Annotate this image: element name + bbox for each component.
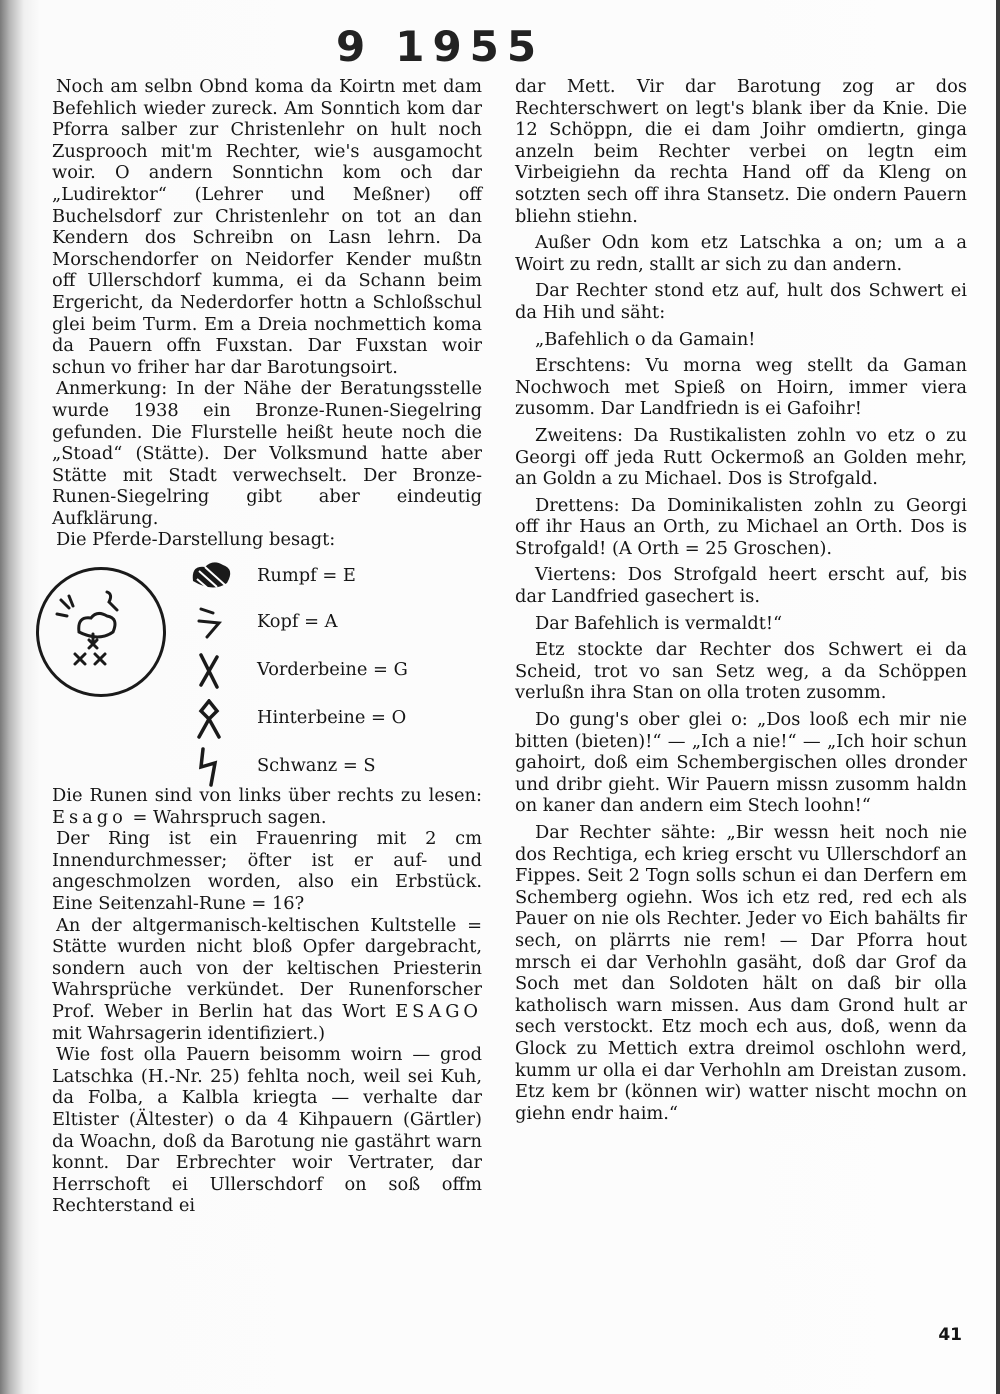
left-paragraph-note: Anmerkung: In der Nähe der Beratungsstelle wurde 1938 ein Bronze-Runen-Siegelring gefunden. Die Flurstelle heißt heute noch die „Stoad“ (Stätte). Der Volksmund hatte aber Stätte mit Stadt verwechselt. Der Bronze-Runen-Siegelring gibt aber eindeutig Aufklärung. <box>52 378 482 529</box>
rune-figure <box>52 557 482 777</box>
legend-label-vorderbeine: Vorderbeine = G <box>257 659 408 681</box>
header-year: 1955 <box>395 22 545 71</box>
left-paragraph-1: Noch am selbn Obnd koma da Koirtn met dam Befehlich wieder zureck. Am Sonntich kom dar Pforra salber zur Christenlehr on hult noch Zusprooch mit'm Rechter, wie's ausgamocht woir. O andern Sonntichn kom och dar „Ludirektor“ (Lehrer und Meßner) off Buchelsdorf zur Christenlehr on tot an dan Kendern dos Schreibn on Lasn lehrn. Da Morschendorfer on Neidorfer Kender mußtn off Ullerschdorf kumma, ei da Schann beim Ergericht, da Nederdorfer hottn a Schloßschul glei beim Turm. Em a Dreia nochmettich koma da Pauern offn Fuxstan. Dar Fuxstan woir schun vo friher har dar Barotungsoirt. <box>52 76 482 378</box>
runes-text-a: Die Runen sind von links über rechts zu lesen: <box>52 785 482 807</box>
horse-rune-drawing-icon <box>39 570 163 694</box>
rune-vorderbeine-icon <box>187 651 235 691</box>
right-paragraph-8: Viertens: Dos Strofgald heert erscht auf, bis dar Landfried gasechert is. <box>515 564 967 608</box>
left-paragraph-runes <box>52 785 482 828</box>
right-paragraph-2: Außer Odn kom etz Latschka a on; um a a Woirt zu redn, stallt ar sich zu dan andern. <box>515 232 967 275</box>
rune-schwanz-icon <box>187 747 235 787</box>
right-paragraph-6: Zweitens: Da Rustikalisten zohln vo etz o zu Georgi off jeda Rutt Ockermoß an Golden mehr, an Goldn a zu Michael. Dos is Strofgald. <box>515 424 967 490</box>
left-paragraph-cult <box>52 915 482 1045</box>
right-paragraph-4: „Bafehlich o da Gamain! <box>535 328 756 350</box>
rune-ring-seal-icon <box>36 567 166 697</box>
right-paragraph-10: Etz stockte dar Rechter dos Schwert ei da Scheid, trot vo san Setz weg, a da Schöppen verlußn ihra Stan on olla troten zusomm. <box>515 639 967 704</box>
left-paragraph-ring: Der Ring ist ein Frauenring mit 2 cm Innendurchmesser; öfter ist er auf- und angeschmolzen worden, also ein Erbstück. Eine Seitenzahl-Rune = 16? <box>52 828 482 915</box>
right-paragraph-3: Dar Rechter stond etz auf, hult dos Schwert ei da Hih und säht: <box>515 280 967 323</box>
header-number: 9 <box>336 22 374 71</box>
right-paragraph-11: Do gung's ober glei o: „Dos looß ech mir nie bitten (bieten)!“ — „Ich a nie!“ — „Ich hoir schun gahoirt, doß eim Schembergischen olles dronder und dribr gieht. Wir Pauern missn zusomm haldn on kaner dan andern eim Stech loohn!“ <box>515 709 967 817</box>
legend-label-rumpf: Rumpf = E <box>257 565 356 587</box>
page-header <box>336 22 544 71</box>
cult-text-b: mit Wahrsagerin identifiziert.) <box>52 1022 326 1044</box>
legend-row-rumpf <box>187 557 487 597</box>
legend-row-vorderbeine <box>187 651 487 691</box>
right-paragraph-12: Dar Rechter sähte: „Bir wessn heit noch nie dos Rechtiga, ech krieg erscht vu Ullerschdorf an Fippes. Seit 2 Togn solls schun ei dan Derfern em Schemberg ogiehn. Wos ich etz red, red ech als Pauer on nie ols Rechter. Jeder vo Eich bahälts fir sech, on plärrts nie rem! — Dar Pforra hout mrsch ei dar Verhohln gasäht, doß dar Grof da Soch met dan Soldoten hält on daß bir olla katholisch warn missen. Aus dam Grond hult ar sech verstockt. Etz moch ech aus, doß, wenn da Glock zu Mettich extra dreimol oschlohn werd, kumm ur olla ei dar Verhohln am Dreistan zusom. Etz kem br (können wir) watter nischt mochn on giehn endr haim.“ <box>515 822 967 1124</box>
legend-row-schwanz <box>187 747 487 787</box>
page-number: 41 <box>938 1325 962 1345</box>
left-paragraph-last: Wie fost olla Pauern beisomm woirn — grod Latschka (H.-Nr. 25) fehlta noch, weil sei Kuh, da Folba, a Kalbla kriegta — verhalte dar Eltister (Ältester) o da 4 Kihpauern (Gärtler) da Woachn, doß da Barotung nie gastährt warn konnt. Dar Erbrechter woir Vertrater, dar Herrschoft ei Ullerschdorf on soß offm Rechterstand ei <box>52 1044 482 1217</box>
legend-label-schwanz: Schwanz = S <box>257 755 376 777</box>
cult-word: ESAGO <box>395 1001 482 1022</box>
cult-text-a: An der altgermanisch-keltischen Kultstelle = Stätte wurden nicht bloß Opfer dargebracht, sondern auch von der keltischen Priesterin Wahrsprüche verkündet. Der Runenforscher Prof. Weber in Berlin hat das Wort <box>52 914 482 1022</box>
legend-row-kopf <box>187 603 487 643</box>
right-paragraph-9: Dar Bafehlich is vermaldt!“ <box>535 612 783 634</box>
legend-row-hinterbeine <box>187 699 487 739</box>
rune-hinterbeine-icon <box>187 699 235 739</box>
right-paragraph-1: dar Mett. Vir dar Barotung zog ar dos Rechterschwert on legt's blank iber da Knie. Die 12 Schöppn, die ei dam Joihr omdiertn, ginga anzeln beim Rechter verbei on legtn eim Virbeigiehn da rechta Hand off da Kleng on sotzten sech off ihra Stansetz. Die ondern Pauern bliehn stiehn. <box>515 76 967 227</box>
left-paragraph-figure-intro: Die Pferde-Darstellung besagt: <box>56 529 336 551</box>
runes-text-b: = Wahrspruch sagen. <box>126 806 327 828</box>
right-paragraph-7: Drettens: Da Dominikalisten zohln zu Georgi off ihr Haus an Orth, zu Michael an Orth. Dos is Strofgald! (A Orth = 25 Groschen). <box>515 494 967 559</box>
runes-word: Esago <box>52 806 127 828</box>
right-paragraph-5: Erschtens: Vu morna weg stellt da Gaman Nochwoch met Spieß on Hoirn, immer viera zusomm. Dar Landfriedn is ei Gafoihr! <box>515 355 967 420</box>
rune-rumpf-icon <box>187 557 235 597</box>
page-edge-shadow <box>996 0 1000 1394</box>
left-column <box>52 76 482 1217</box>
right-column <box>515 76 967 1129</box>
legend-label-hinterbeine: Hinterbeine = O <box>257 707 407 729</box>
rune-kopf-icon <box>187 603 235 643</box>
legend-label-kopf: Kopf = A <box>257 611 338 633</box>
